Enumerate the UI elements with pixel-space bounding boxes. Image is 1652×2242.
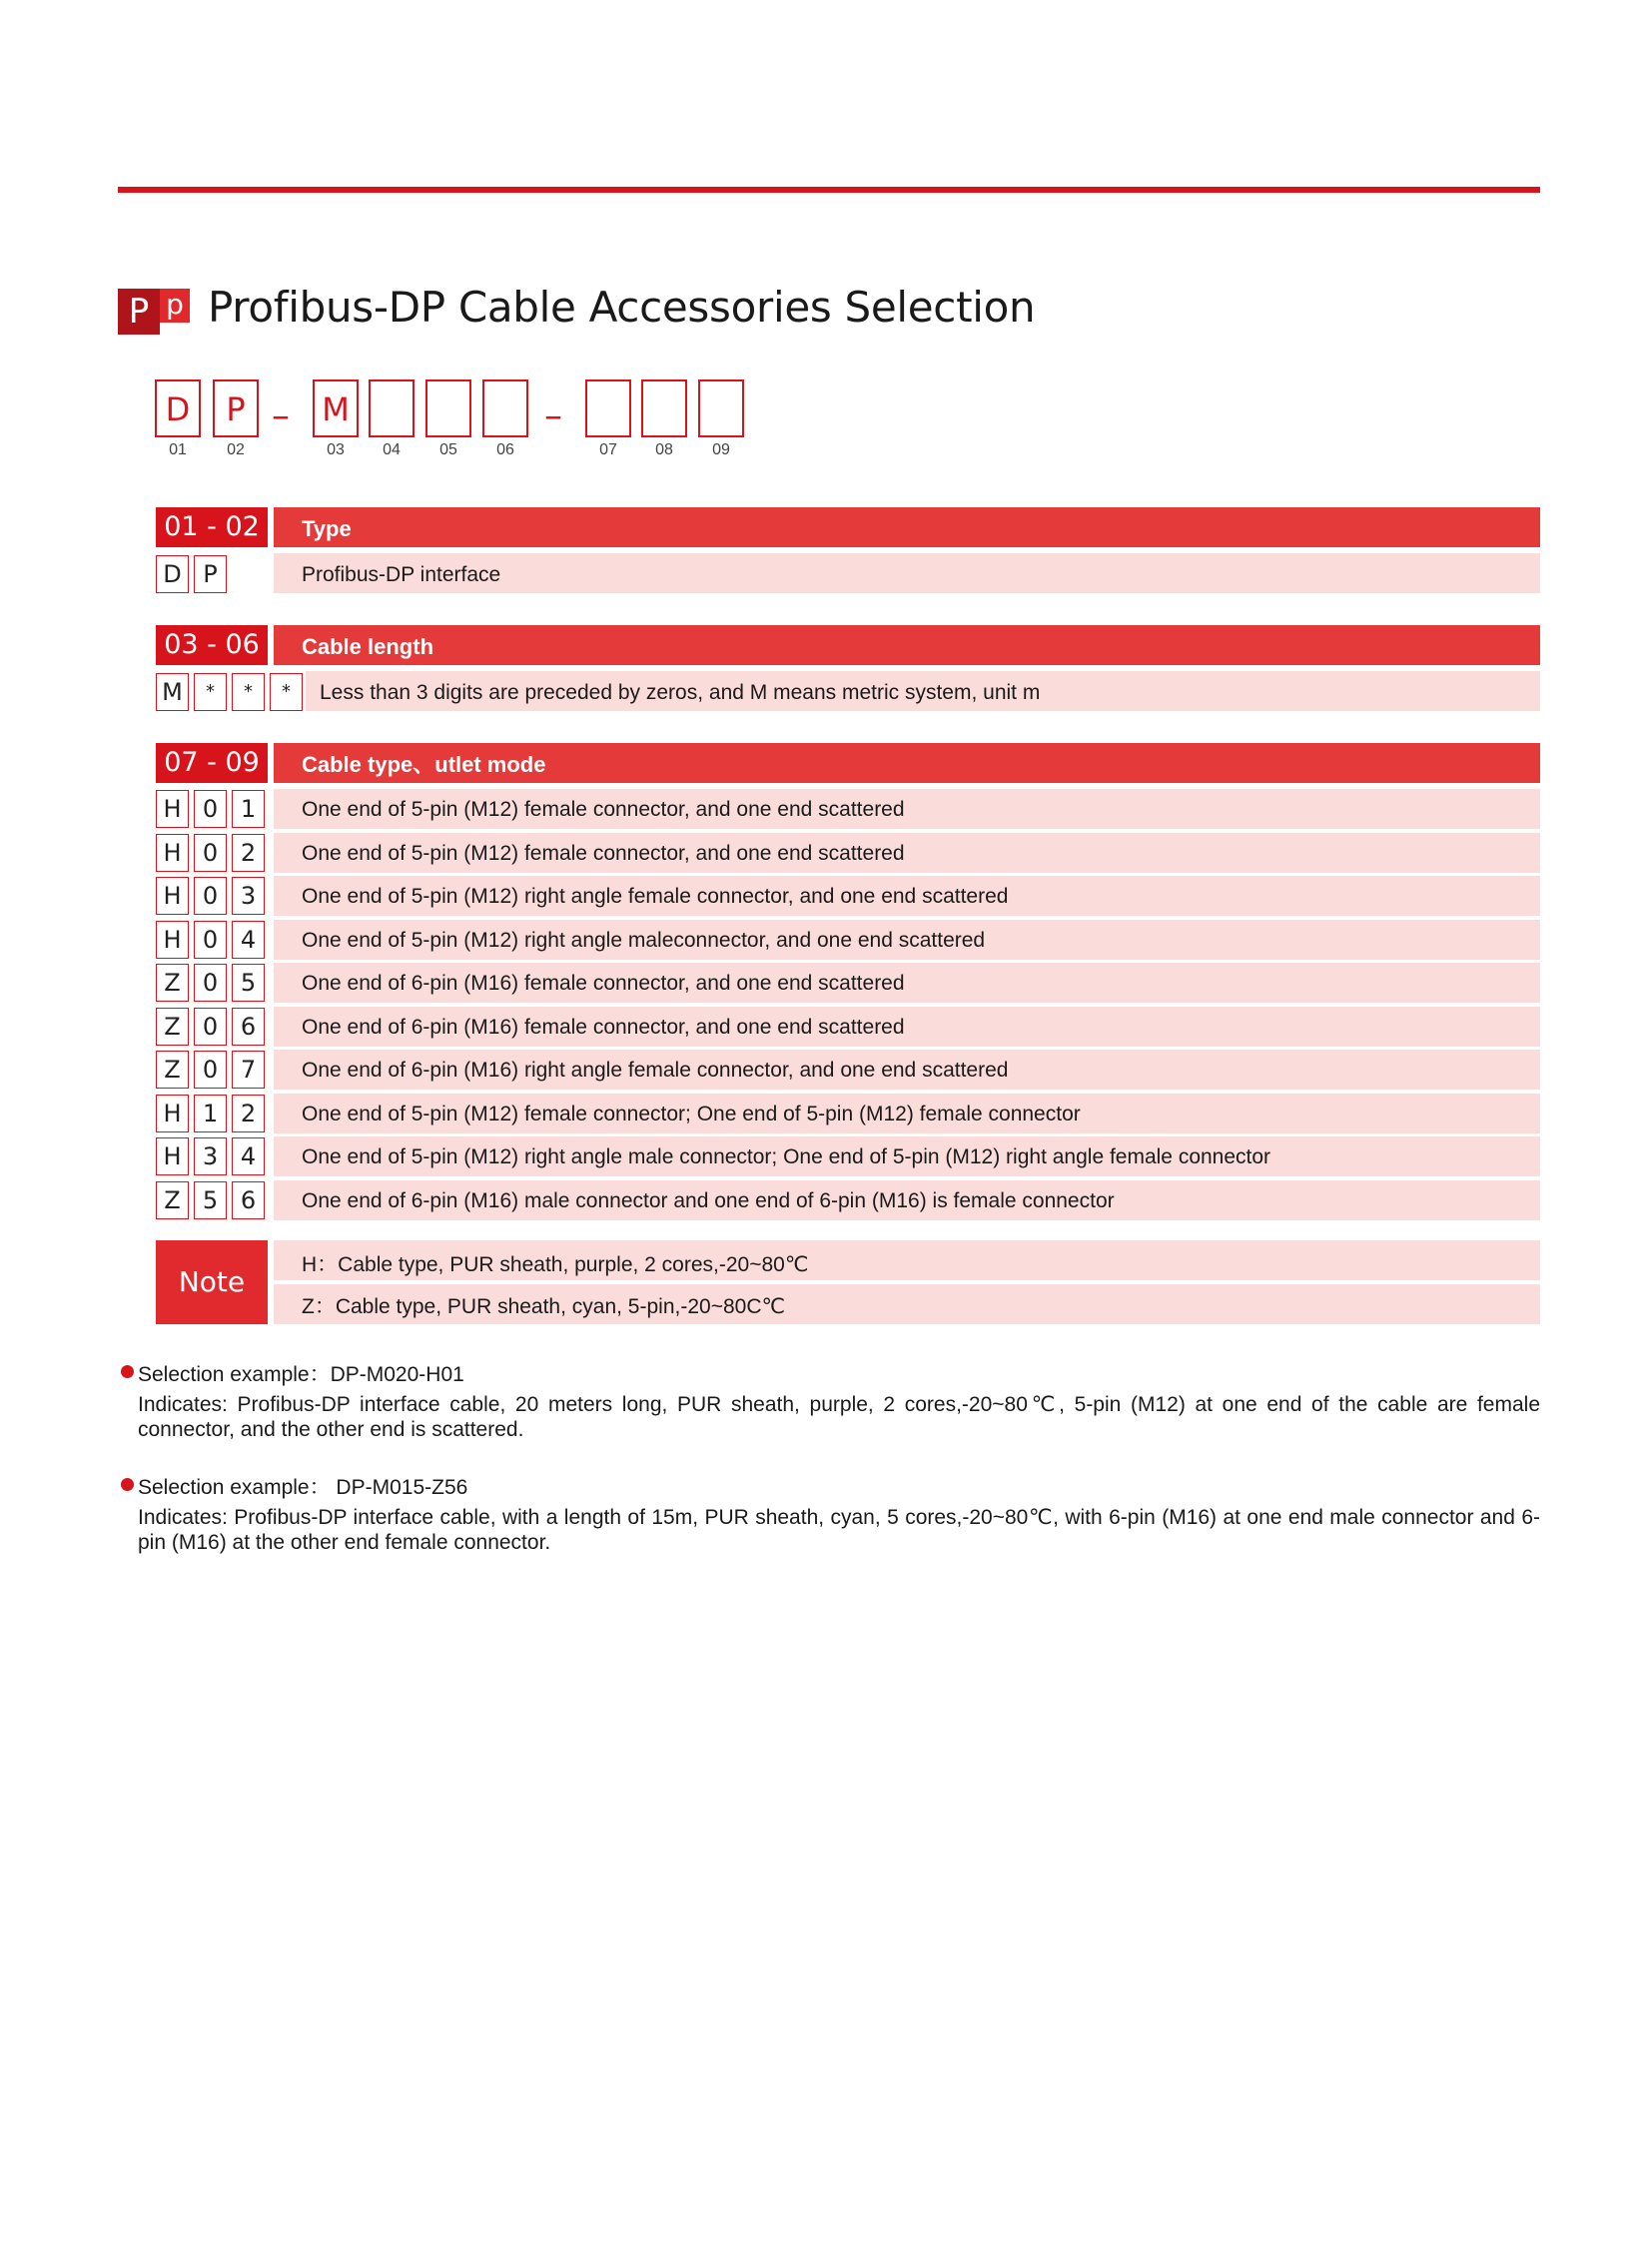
code-index: 01 xyxy=(169,441,187,458)
section-label-length: 03 - 06 xyxy=(156,625,268,665)
code-box-09 xyxy=(698,379,744,437)
code-cell: 0 xyxy=(194,834,227,872)
code-index: 06 xyxy=(496,441,514,458)
code-cell: 4 xyxy=(232,921,265,959)
code-cell: H xyxy=(156,790,189,828)
code-cell: 3 xyxy=(194,1137,227,1175)
row-description: Profibus-DP interface xyxy=(302,563,501,586)
section-logo xyxy=(118,289,190,335)
row-description: One end of 5-pin (M12) female connector, and one end scattered xyxy=(302,798,905,821)
code-cell: 7 xyxy=(232,1051,265,1089)
row-description: One end of 5-pin (M12) right angle female connector, and one end scattered xyxy=(302,885,1009,908)
section-label-type: 01 - 02 xyxy=(156,507,268,547)
code-index: 05 xyxy=(439,441,457,458)
code-cell: H xyxy=(156,921,189,959)
code-dash: – xyxy=(544,395,562,436)
section-heading-length: Cable length xyxy=(274,625,1540,665)
section-heading-cable-type: Cable type、utlet mode xyxy=(274,743,1540,783)
code-cell: * xyxy=(270,673,303,711)
code-cell: Z xyxy=(156,1181,189,1219)
code-index: 02 xyxy=(227,441,245,458)
section-heading-type: Type xyxy=(274,507,1540,547)
code-cell: 5 xyxy=(194,1181,227,1219)
code-cell: * xyxy=(232,673,265,711)
code-cell: 2 xyxy=(232,834,265,872)
note-text-h: H：Cable type, PUR sheath, purple, 2 cores,-20~80℃ xyxy=(302,1253,809,1276)
row-description: One end of 6-pin (M16) female connector, and one end scattered xyxy=(302,972,905,995)
logo-letter-big: P xyxy=(118,289,160,335)
code-cell: 0 xyxy=(194,790,227,828)
code-cell: 3 xyxy=(232,877,265,915)
code-cell: D xyxy=(156,555,189,593)
code-cell: Z xyxy=(156,1008,189,1046)
code-index: 07 xyxy=(599,441,617,458)
code-box-08 xyxy=(641,379,687,437)
example-title: Selection example：DP-M020-H01 xyxy=(138,1363,464,1386)
example-description: Indicates: Profibus-DP interface cable, with a length of 15m, PUR sheath, cyan, 5 cores,-20~80℃, with 6-pin (M16) at one end male connector and 6-pin (M16) at the other end female connector. xyxy=(138,1506,1540,1554)
example-description: Indicates: Profibus-DP interface cable, 20 meters long, PUR sheath, purple, 2 cores,-20~80℃, 5-pin (M12) at one end of the cable are female connector, and the other end is scattered. xyxy=(138,1393,1540,1441)
code-cell: H xyxy=(156,877,189,915)
code-box-05 xyxy=(425,379,471,437)
code-cell: 0 xyxy=(194,1051,227,1089)
bullet-icon xyxy=(121,1478,134,1491)
code-cell: 6 xyxy=(232,1008,265,1046)
row-description: One end of 5-pin (M12) right angle male connector; One end of 5-pin (M12) right angle female connector xyxy=(302,1145,1271,1168)
code-box-04 xyxy=(369,379,414,437)
bullet-icon xyxy=(121,1365,134,1378)
code-box-06 xyxy=(482,379,528,437)
code-cell: * xyxy=(194,673,227,711)
code-cell: P xyxy=(194,555,227,593)
code-box-01: D xyxy=(155,379,201,437)
note-label: Note xyxy=(156,1240,268,1324)
code-index: 03 xyxy=(327,441,345,458)
example-title: Selection example： DP-M015-Z56 xyxy=(138,1476,468,1499)
code-cell: 0 xyxy=(194,1008,227,1046)
row-description: One end of 6-pin (M16) male connector and one end of 6-pin (M16) is female connector xyxy=(302,1189,1115,1212)
code-box-02: P xyxy=(213,379,259,437)
code-cell: 1 xyxy=(194,1095,227,1132)
row-description: One end of 5-pin (M12) right angle maleconnector, and one end scattered xyxy=(302,929,986,952)
code-cell: 2 xyxy=(232,1095,265,1132)
code-cell: 0 xyxy=(194,921,227,959)
code-dash: – xyxy=(272,395,290,436)
code-box-07 xyxy=(585,379,631,437)
code-cell: 6 xyxy=(232,1181,265,1219)
logo-letter-small: p xyxy=(160,289,190,323)
code-index: 09 xyxy=(712,441,730,458)
row-description: One end of 5-pin (M12) female connector, and one end scattered xyxy=(302,842,905,865)
row-description: One end of 6-pin (M16) right angle female connector, and one end scattered xyxy=(302,1059,1009,1082)
code-cell: H xyxy=(156,1137,189,1175)
section-label-cable-type: 07 - 09 xyxy=(156,743,268,783)
row-description: One end of 6-pin (M16) female connector, and one end scattered xyxy=(302,1016,905,1039)
code-cell: 0 xyxy=(194,877,227,915)
code-cell: 0 xyxy=(194,964,227,1002)
code-cell: H xyxy=(156,1095,189,1132)
row-description: One end of 5-pin (M12) female connector; One end of 5-pin (M12) female connector xyxy=(302,1103,1081,1125)
code-box-03: M xyxy=(313,379,359,437)
code-index: 04 xyxy=(383,441,401,458)
note-text-z: Z：Cable type, PUR sheath, cyan, 5-pin,-20~80C℃ xyxy=(302,1295,786,1318)
code-cell: Z xyxy=(156,964,189,1002)
top-divider xyxy=(118,187,1540,193)
code-index: 08 xyxy=(655,441,673,458)
code-cell: 5 xyxy=(232,964,265,1002)
code-cell: H xyxy=(156,834,189,872)
row-description: Less than 3 digits are preceded by zeros, and M means metric system, unit m xyxy=(320,681,1041,704)
code-cell: M xyxy=(156,673,189,711)
code-cell: 4 xyxy=(232,1137,265,1175)
code-cell: Z xyxy=(156,1051,189,1089)
code-cell: 1 xyxy=(232,790,265,828)
page-title: Profibus-DP Cable Accessories Selection xyxy=(208,283,1036,332)
